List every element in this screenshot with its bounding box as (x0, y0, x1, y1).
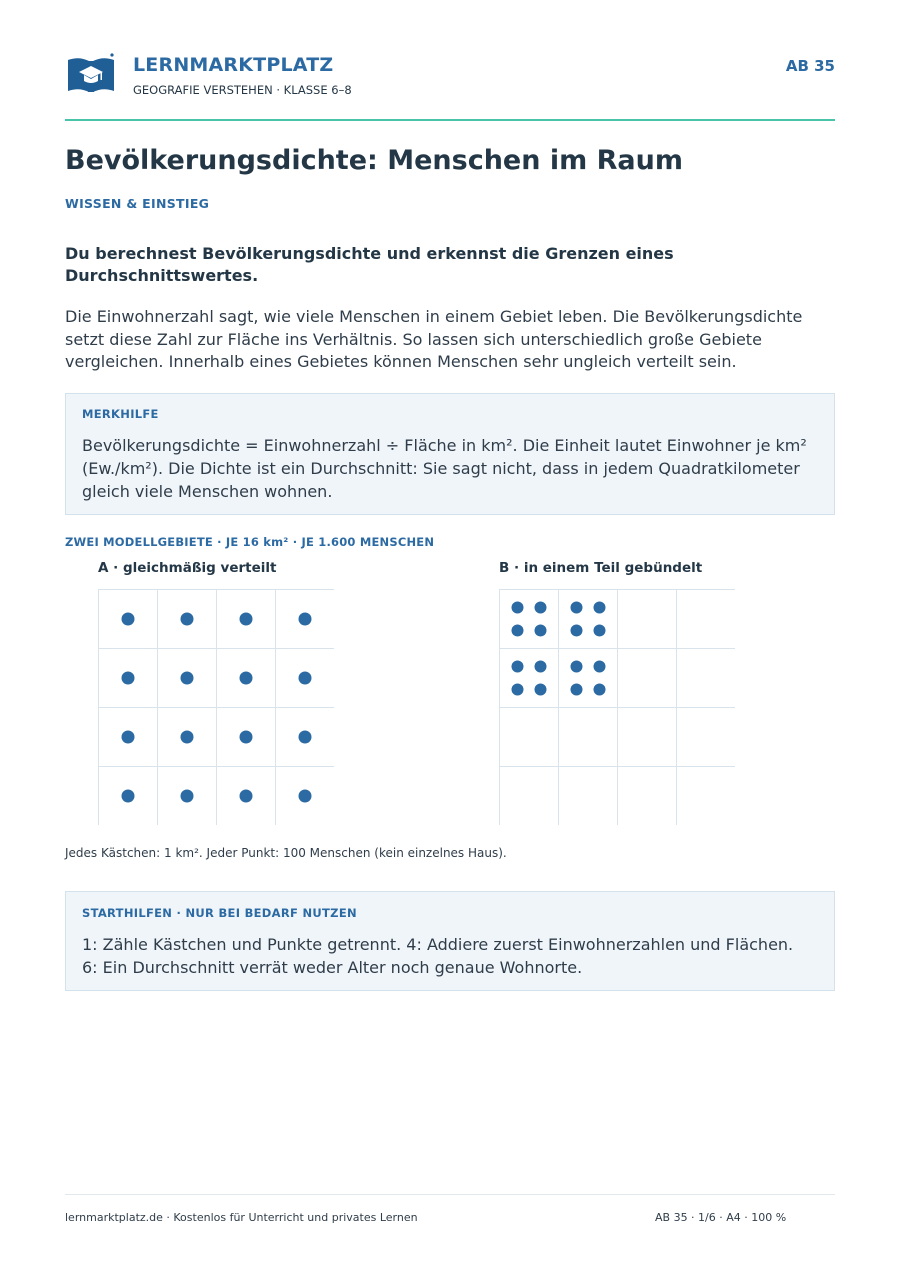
model-a-population-dot (240, 790, 253, 803)
model-a-grid (98, 589, 334, 825)
sheet-number: AB 35 (785, 57, 835, 75)
intro-paragraph: Die Einwohnerzahl sagt, wie viele Menschen in einem Gebiet leben. Die Bevölkerungsdichte setzt diese Zahl zur Fläche ins Verhältnis. So lassen sich unterschiedlich große Gebiete vergleichen. Innerhalb eines Gebietes können Menschen sehr ungleich verteilt sein. (65, 307, 803, 371)
model-b-cell (618, 590, 677, 649)
model-b-population-dot (535, 684, 547, 696)
page-title: Bevölkerungsdichte: Menschen im Raum (65, 145, 684, 176)
tip-box-title: MERKHILFE (82, 407, 159, 421)
model-b-cell (677, 708, 736, 767)
model-b-population-dot (571, 625, 583, 637)
model-b-population-dot (535, 602, 547, 614)
model-b-cell (618, 649, 677, 708)
model-b-label: B · in einem Teil gebündelt (499, 560, 703, 576)
model-b-population-dot (512, 602, 524, 614)
model-b-population-dot (512, 684, 524, 696)
model-b-cell (500, 708, 559, 767)
footer-right: AB 35 · 1/6 · A4 · 100 % (655, 1211, 787, 1224)
model-b-cell (559, 590, 618, 649)
brand-subtitle: GEOGRAFIE VERSTEHEN · KLASSE 6–8 (133, 83, 352, 97)
brand-name: LERNMARKTPLATZ (133, 54, 334, 76)
model-b-cell (559, 708, 618, 767)
model-a-population-dot (299, 672, 312, 685)
page-header (65, 50, 835, 100)
model-a-population-dot (240, 731, 253, 744)
model-b-cell (500, 590, 559, 649)
model-b-cell (500, 649, 559, 708)
model-a-population-dot (181, 731, 194, 744)
model-b-cell (500, 767, 559, 826)
model-b-cell (677, 649, 736, 708)
footer-left: lernmarktplatz.de · Kostenlos für Unterricht und privates Lernen (65, 1211, 418, 1224)
model-a-population-dot (122, 672, 135, 685)
model-b-population-dot (571, 602, 583, 614)
model-b-cell (559, 767, 618, 826)
model-b-population-dot (594, 684, 606, 696)
model-a-population-dot (122, 613, 135, 626)
header-divider (65, 119, 835, 121)
model-b-cell (618, 767, 677, 826)
model-b-population-dot (512, 625, 524, 637)
model-a-population-dot (181, 790, 194, 803)
model-b-cell (618, 708, 677, 767)
model-a-population-dot (299, 790, 312, 803)
model-a-population-dot (299, 613, 312, 626)
tip-box-text: Bevölkerungsdichte = Einwohnerzahl ÷ Fläche in km². Die Einheit lautet Einwohner je km² (Ew./km²). Die Dichte ist ein Durchschnitt: Sie sagt nicht, dass in jedem Quadratkilometer gleich viele Menschen wohnen. (82, 436, 807, 501)
model-b-cell (677, 590, 736, 649)
model-b-grid (499, 589, 735, 825)
model-b-population-dot (594, 661, 606, 673)
help-box-text: 1: Zähle Kästchen und Punkte getrennt. 4: Addiere zuerst Einwohnerzahlen und Flächen. 6: Ein Durchschnitt verrät weder Alter noch genaue Wohnorte. (82, 935, 794, 977)
graduation-cap-book-icon (67, 52, 115, 94)
model-b-population-dot (594, 602, 606, 614)
worksheet-page (65, 0, 835, 1274)
model-b-cell (677, 767, 736, 826)
model-b-population-dot (571, 661, 583, 673)
model-b-population-dot (571, 684, 583, 696)
model-a-population-dot (181, 672, 194, 685)
model-a-label: A · gleichmäßig verteilt (98, 560, 277, 576)
model-b-population-dot (535, 661, 547, 673)
tip-box (65, 393, 835, 515)
model-b-cell (559, 649, 618, 708)
footer-divider (65, 1194, 835, 1195)
model-a-population-dot (181, 613, 194, 626)
help-box (65, 891, 835, 991)
model-b-population-dot (535, 625, 547, 637)
figure-caption: Jedes Kästchen: 1 km². Jeder Punkt: 100 Menschen (kein einzelnes Haus). (65, 846, 507, 860)
model-b-population-dot (594, 625, 606, 637)
learning-goal: Du berechnest Bevölkerungsdichte und erkennst die Grenzen eines Durchschnittswertes. (65, 244, 674, 285)
model-a-population-dot (299, 731, 312, 744)
model-a-population-dot (122, 790, 135, 803)
model-a-population-dot (240, 613, 253, 626)
model-b-population-dot (512, 661, 524, 673)
section-tag: WISSEN & EINSTIEG (65, 196, 210, 211)
model-a-population-dot (122, 731, 135, 744)
help-box-title: STARTHILFEN · NUR BEI BEDARF NUTZEN (82, 906, 357, 920)
model-a-population-dot (240, 672, 253, 685)
figure-title: ZWEI MODELLGEBIETE · JE 16 km² · JE 1.600 MENSCHEN (65, 535, 435, 549)
